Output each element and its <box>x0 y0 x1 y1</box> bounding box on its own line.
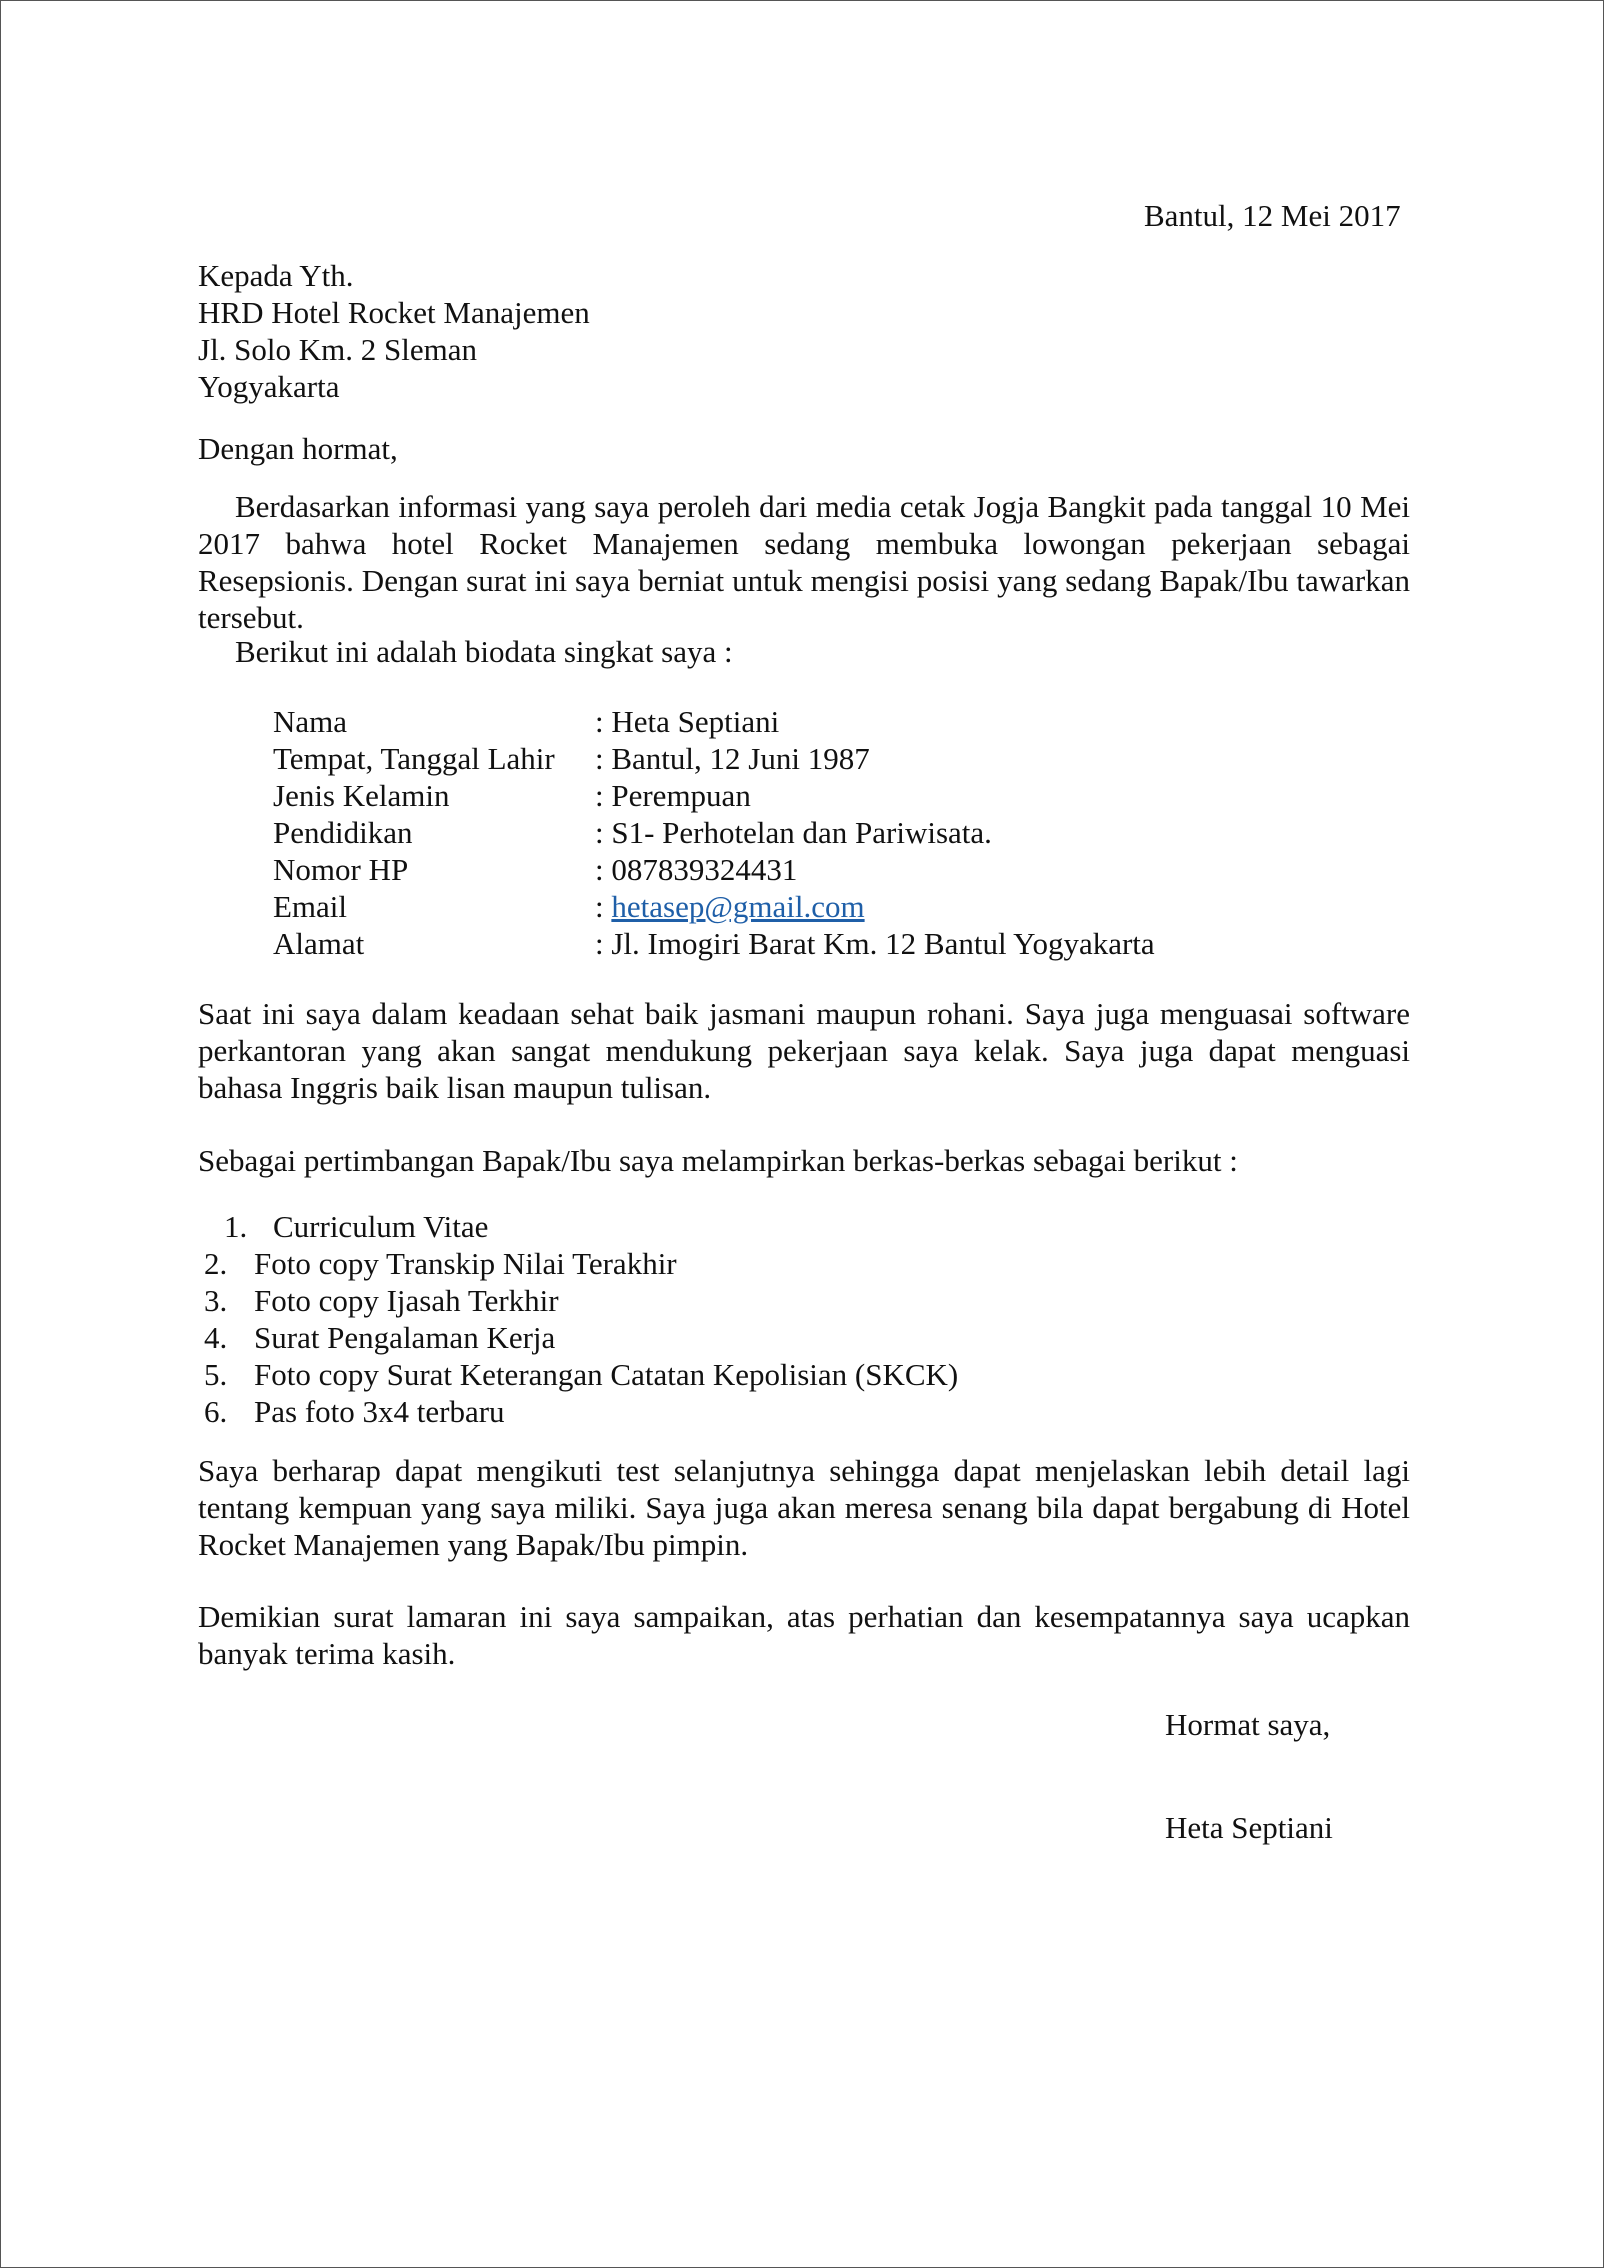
biodata-intro: Berikut ini adalah biodata singkat saya : <box>235 634 733 669</box>
email-link[interactable]: hetasep@gmail.com <box>611 889 865 924</box>
letter-date: Bantul, 12 Mei 2017 <box>1144 198 1401 233</box>
biodata-value: : Bantul, 12 Juni 1987 <box>595 741 870 776</box>
list-number: 1. <box>224 1209 248 1244</box>
list-text: Surat Pengalaman Kerja <box>254 1320 556 1355</box>
biodata-label: Pendidikan <box>273 815 413 850</box>
recipient-line: Yogyakarta <box>198 369 340 404</box>
signature-name: Heta Septiani <box>1165 1810 1333 1845</box>
hope-paragraph: Saya berharap dapat mengikuti test selanjutnya sehingga dapat menjelaskan lebih detail lagi tentang kempuan yang saya miliki. Saya juga akan meresa senang bila dapat bergabung di Hotel Rocket Manajemen yang Bapak/Ibu pimpin. <box>198 1453 1410 1562</box>
biodata-label: Alamat <box>273 926 365 961</box>
list-number: 4. <box>204 1320 228 1355</box>
list-text: Foto copy Surat Keterangan Catatan Kepolisian (SKCK) <box>254 1357 959 1392</box>
list-text: Curriculum Vitae <box>273 1209 489 1244</box>
email-colon: : <box>595 889 604 924</box>
health-paragraph: Saat ini saya dalam keadaan sehat baik jasmani maupun rohani. Saya juga menguasai software perkantoran yang akan sangat mendukung pekerjaan saya kelak. Saya juga dapat menguasi bahasa Inggris baik lisan maupun tulisan. <box>198 996 1410 1105</box>
list-number: 3. <box>204 1283 228 1318</box>
biodata-value <box>595 888 865 925</box>
closing-paragraph: Demikian surat lamaran ini saya sampaikan, atas perhatian dan kesempatannya saya ucapkan banyak terima kasih. <box>198 1599 1410 1671</box>
biodata-value: : Heta Septiani <box>595 704 780 739</box>
recipient-address <box>198 257 590 405</box>
attachments-intro: Sebagai pertimbangan Bapak/Ibu saya melampirkan berkas-berkas sebagai berikut : <box>198 1143 1238 1178</box>
biodata-label: Tempat, Tanggal Lahir <box>273 741 555 776</box>
list-number: 5. <box>204 1357 228 1392</box>
recipient-line: HRD Hotel Rocket Manajemen <box>198 295 590 330</box>
biodata-value: : Jl. Imogiri Barat Km. 12 Bantul Yogyakarta <box>595 926 1155 961</box>
list-text: Foto copy Transkip Nilai Terakhir <box>254 1246 677 1281</box>
biodata-label: Email <box>273 889 348 924</box>
biodata-value: : 087839324431 <box>595 852 798 887</box>
list-number: 2. <box>204 1246 228 1281</box>
list-number: 6. <box>204 1394 228 1429</box>
biodata-value: : S1- Perhotelan dan Pariwisata. <box>595 815 992 850</box>
greeting: Dengan hormat, <box>198 431 398 466</box>
biodata-label: Nama <box>273 704 348 739</box>
recipient-line: Jl. Solo Km. 2 Sleman <box>198 332 478 367</box>
biodata-value: : Perempuan <box>595 778 751 813</box>
intro-paragraph: Berdasarkan informasi yang saya peroleh dari media cetak Jogja Bangkit pada tanggal 10 Mei 2017 bahwa hotel Rocket Manajemen sedang membuka lowongan pekerjaan sebagai Resepsionis. Dengan surat ini saya berniat untuk mengisi posisi yang sedang Bapak/Ibu tawarkan tersebut. <box>198 489 1410 635</box>
biodata-label: Jenis Kelamin <box>273 778 450 813</box>
biodata-label: Nomor HP <box>273 852 409 887</box>
list-text: Pas foto 3x4 terbaru <box>254 1394 505 1429</box>
recipient-line: Kepada Yth. <box>198 258 354 293</box>
closing-salutation: Hormat saya, <box>1165 1707 1331 1742</box>
list-text: Foto copy Ijasah Terkhir <box>254 1283 559 1318</box>
